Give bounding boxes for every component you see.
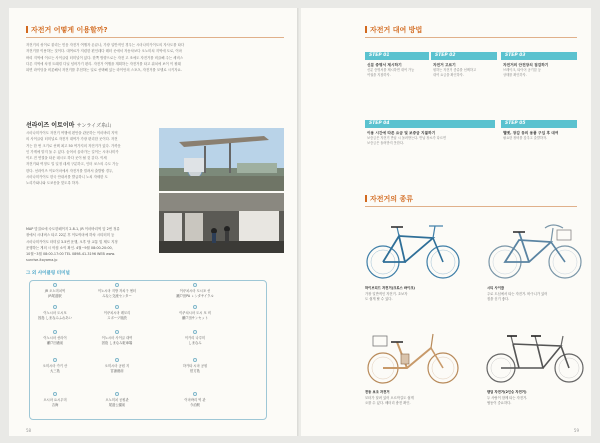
route-pin xyxy=(193,305,197,309)
text-line: 한다. 선라이즈 이토이마에서 자전거를 빌려서 출발할 경우, xyxy=(26,168,114,173)
step-description: 보증금은 자전거 반납 시 돌려받는다. 반납 장소가 다르면 xyxy=(367,136,446,140)
text-line: 장에서 시내버스 타고 22분 후 이토야마에 하차 시티터미 등 xyxy=(26,233,115,238)
step-title: 자전거 고르기 xyxy=(433,63,456,67)
text-line: 자전거와 여정도 밀 일정 데세 구분하고, 인터 코스의 수도 가능 xyxy=(26,162,119,167)
text-line: 바리 지역에 이르는 사이클링 터미널이 있다. 한쪽 방향으로는 자전 고 조에도 자전거를 비끌해 주는 세비스 xyxy=(26,55,184,60)
terminal-node xyxy=(87,364,147,374)
terminal-name: 이노시마 사이클 대여 xyxy=(101,336,133,340)
step-title: 자전거의 안전장치 점검하기 xyxy=(503,63,549,67)
terminal-name-jp: 吉海 xyxy=(51,403,59,407)
section-title-usage: 자전거 어떻게 이용할까? xyxy=(26,25,108,35)
city-bike-illustration xyxy=(485,218,585,282)
route-pin xyxy=(115,305,119,309)
terminal-name-jp: 今治駅 xyxy=(190,403,200,407)
terminal-node xyxy=(25,289,85,299)
step-tag: STEP 04 xyxy=(365,120,495,128)
terminal-name: 오미시마 공원 지 xyxy=(104,364,130,368)
terminal-photo xyxy=(159,128,284,191)
terminal-name-jp: 宮浦港前 xyxy=(110,369,124,373)
text-line: 운행하는 게의 시 아침 소이 확인. 4월~9월 08:00-20:00, xyxy=(26,245,113,250)
terminal-node xyxy=(165,289,225,299)
page-number-left: 58 xyxy=(26,428,32,433)
step-card xyxy=(365,120,495,158)
store-title: 선라이즈 이토이마 サンライズ糸山 xyxy=(26,122,112,129)
terminal-name: 이마바리 역 관 xyxy=(184,398,206,402)
page-number-right: 59 xyxy=(573,428,579,433)
route-pin xyxy=(53,358,57,362)
route-pin xyxy=(115,330,119,334)
step-card xyxy=(501,52,577,90)
step-title: 신분 증명서 제시하기 xyxy=(367,63,402,67)
step-tag: STEP 03 xyxy=(501,52,577,60)
bike-description: 가장 일반적인 자전거. 초보자 xyxy=(365,291,408,296)
terminal-node xyxy=(87,289,147,299)
terminal-node xyxy=(25,311,85,321)
step-title: 헬멧, 장갑 등의 용품 구입 후 대여 xyxy=(503,131,559,135)
bike-caption xyxy=(365,286,457,316)
route-pin xyxy=(53,392,57,396)
step-description: 대여 요금을 확인하자. xyxy=(433,73,464,77)
terminal-name-jp: 大三島 xyxy=(50,369,60,373)
terminal-name-jp: 瀬戸田港前 xyxy=(46,341,64,345)
route-pin xyxy=(193,392,197,396)
rental-interior-photo xyxy=(159,193,284,253)
route-pin xyxy=(53,283,57,287)
tandem-bike-illustration xyxy=(485,328,585,386)
step-tag: STEP 05 xyxy=(501,120,577,128)
electric-assist-bike-illustration xyxy=(363,326,463,386)
terminal-name: 오시마 요시우미 xyxy=(43,398,67,402)
section-title-bike-types: 자전거의 종류 xyxy=(365,194,413,204)
bike-description: 모터가 달려 있어 오르막길도 쉽게 xyxy=(365,395,414,400)
terminal-name-jp: しまなみ xyxy=(188,341,202,345)
step-description: 필요한 장비를 갖추고 출발하자. xyxy=(503,136,548,140)
terminal-node xyxy=(87,398,147,408)
terminal-node xyxy=(25,398,85,408)
bike-name: 시티 사이클 xyxy=(487,286,505,290)
terminal-node xyxy=(165,398,225,408)
section-title-rental: 자전거 대여 방법 xyxy=(365,25,422,35)
terminal-name-jp: 瀬戸田PA レンタサイクル xyxy=(176,294,214,298)
terminal-name: 오노미치 공원관 xyxy=(105,398,129,402)
step-card xyxy=(365,52,429,90)
store-info xyxy=(26,226,154,266)
bike-description: 주로 도심에서 타는 자전거. 바구니가 있어 xyxy=(487,291,548,296)
terminal-name-jp: 因島 しまなみ駐車場 xyxy=(101,341,133,345)
terminal-node xyxy=(165,336,225,346)
step-description: 브레이크, 타이어 공기압 등 xyxy=(503,68,541,72)
terminal-node xyxy=(87,336,147,346)
terminal-node xyxy=(25,364,85,374)
terminal-name: 이쿠치시마 레모리 xyxy=(103,311,131,315)
bike-caption xyxy=(487,390,579,420)
step-description: 신분 증명서를 제시하면 대여 가능 xyxy=(367,68,415,72)
terminal-name-jp: スポーツ施設 xyxy=(107,316,127,320)
terminal-name: 이노시마 지방 자치구 센터 xyxy=(97,289,137,293)
right-page xyxy=(301,8,591,436)
terminal-name-jp: JR尾道駅 xyxy=(48,294,62,298)
route-pin xyxy=(53,305,57,309)
text-line: MAP 맞질료에 숙도한페이지 2-8-1, JR 이마바리역 앞 2번 정류 xyxy=(26,227,120,231)
text-line: 시마나미카이도 자전거 여행에 편안을 관문하는 이마바리 지역 xyxy=(26,131,118,135)
bike-description: 두 사람이 함께 타는 자전거. xyxy=(487,395,528,400)
divider xyxy=(365,37,577,38)
terminal-name-jp: みなと交流センター xyxy=(102,294,132,298)
intro-text xyxy=(26,42,284,77)
bike-caption xyxy=(487,286,579,316)
text-line: 거는 한 번 크기로 선택 최고 50 여가지의 자전거가 있다. 가까운 xyxy=(26,143,121,148)
terminal-name-jp: 因島 しまなみふれあい xyxy=(37,316,73,320)
text-line: sunrise-itoyama.jp xyxy=(26,258,58,263)
terminal-name-jp: 尾道公園前 xyxy=(108,403,126,407)
bike-description: 협동이 중요하다. xyxy=(487,401,512,406)
route-pin xyxy=(115,392,119,396)
step-description: 상태를 확인하자. xyxy=(503,73,527,77)
divider xyxy=(365,206,577,207)
route-pin xyxy=(53,330,57,334)
step-card xyxy=(431,52,497,90)
terminal-name: 하카타 시마 공원 xyxy=(182,364,208,368)
step-tag: STEP 02 xyxy=(431,52,497,60)
route-pin xyxy=(115,358,119,362)
terminal-name: 이카리 나루미 xyxy=(184,336,206,340)
text-line: 자전거를 이용하는 것이다. 대여료가 저렴한 편인데다 레터 곳에서 자동차보다 오노미치 지역에 도로, 이마 xyxy=(26,49,182,54)
text-line: 시마나미카이도 터미널 3-5번 운행, 오후 당 교통 및 제도 지정 xyxy=(26,239,118,244)
terminal-node xyxy=(165,311,225,321)
route-pin xyxy=(193,283,197,287)
text-line: 이도 전 연결을 타운 데시도 하다 곳이 될 것 같다. 이세 xyxy=(26,156,107,161)
bike-name: 탠덤 자전거(2인승 자전거) xyxy=(487,390,527,394)
terminal-name: 이노시마 선라이 xyxy=(43,336,67,340)
terminal-node xyxy=(87,311,147,321)
text-line: 자전거의 성이로 불리는 민음 자전거 여행자 손끝나, 가장 일반적인 경우는 시마나미카이도의 자사도를 타다 xyxy=(26,43,185,47)
terminal-name: 오미시마 카키 산 xyxy=(42,364,68,368)
bike-caption xyxy=(365,390,457,420)
step-card xyxy=(501,120,577,158)
route-pin xyxy=(115,283,119,287)
terminal-node xyxy=(25,336,85,346)
text-line: 인 가게에 맡겨 둘 수 있다. 숨어서 올라가는 길이는 시마나미카 xyxy=(26,149,119,154)
route-pin xyxy=(193,358,197,362)
step-tag: STEP 01 xyxy=(365,52,429,60)
terminal-node xyxy=(165,364,225,374)
map-title: 그 외 사이클링 터미널 xyxy=(26,271,70,276)
divider xyxy=(26,37,284,38)
step-description: 보증금은 돌려받지 못한다. xyxy=(367,141,404,145)
terminal-name-jp: 伯方島 xyxy=(190,369,200,373)
text-line: 다른 지역에 차정 트래킹 다닐 넘어가기 편리. 자전거 여행을 계획하는 자전거를 타고 위치에 보이 이 원래 xyxy=(26,61,181,66)
bike-name: 전동 보조 자전거 xyxy=(365,390,390,394)
step-description: 원하는 자전거 종류를 선택하고 xyxy=(433,68,477,72)
bike-name: 하이브리드 자전거(크로스 바이크) xyxy=(365,286,415,290)
terminal-name: JR 오노미치역 xyxy=(44,289,66,293)
text-line: 시마나미카이도 한국 안내서를 발급하니 노치 자세한 도 xyxy=(26,175,108,180)
terminal-name: 이쿠치시마 도시 포 비 xyxy=(179,311,211,315)
step-description: 여권을 지참하자. xyxy=(367,73,391,77)
terminal-name: 이쿠치시마 도시포 선 xyxy=(179,289,211,293)
terminal-name: 이노시마 도시포 xyxy=(43,311,67,315)
bike-description: 오를 수 있다. 배터리 충전 확인. xyxy=(365,401,411,406)
step-title: 이용 시간에 따른 요금 및 보증금 지불하기 xyxy=(367,131,436,135)
left-page xyxy=(9,8,299,436)
text-line: 되면 라이딩을 비롯해서 자전거를 추천하는 일로 선택해 있는 라이언의 스포츠, 자전거를 모델로 시키자요. xyxy=(26,68,182,73)
text-line: 노리가와나와 도코옹을 맞도록 하자. xyxy=(26,181,80,186)
text-line: 10월~3월 08:00-17:00 TEL 0898-41-3196 WEB www. xyxy=(26,252,116,257)
bike-description: 도 쉽게 탈 수 있다. xyxy=(365,297,393,302)
route-pin xyxy=(193,330,197,334)
bike-description: 짐을 싣기 좋다. xyxy=(487,297,510,302)
hybrid-bike-illustration xyxy=(363,218,463,282)
terminal-name-jp: 瀬戸田サンセット xyxy=(181,316,209,320)
store-description xyxy=(26,130,154,190)
text-line: 의 사이클링 터미널로 자전거 대여가 가장 편리한 곳이다. 자전 xyxy=(26,137,118,142)
